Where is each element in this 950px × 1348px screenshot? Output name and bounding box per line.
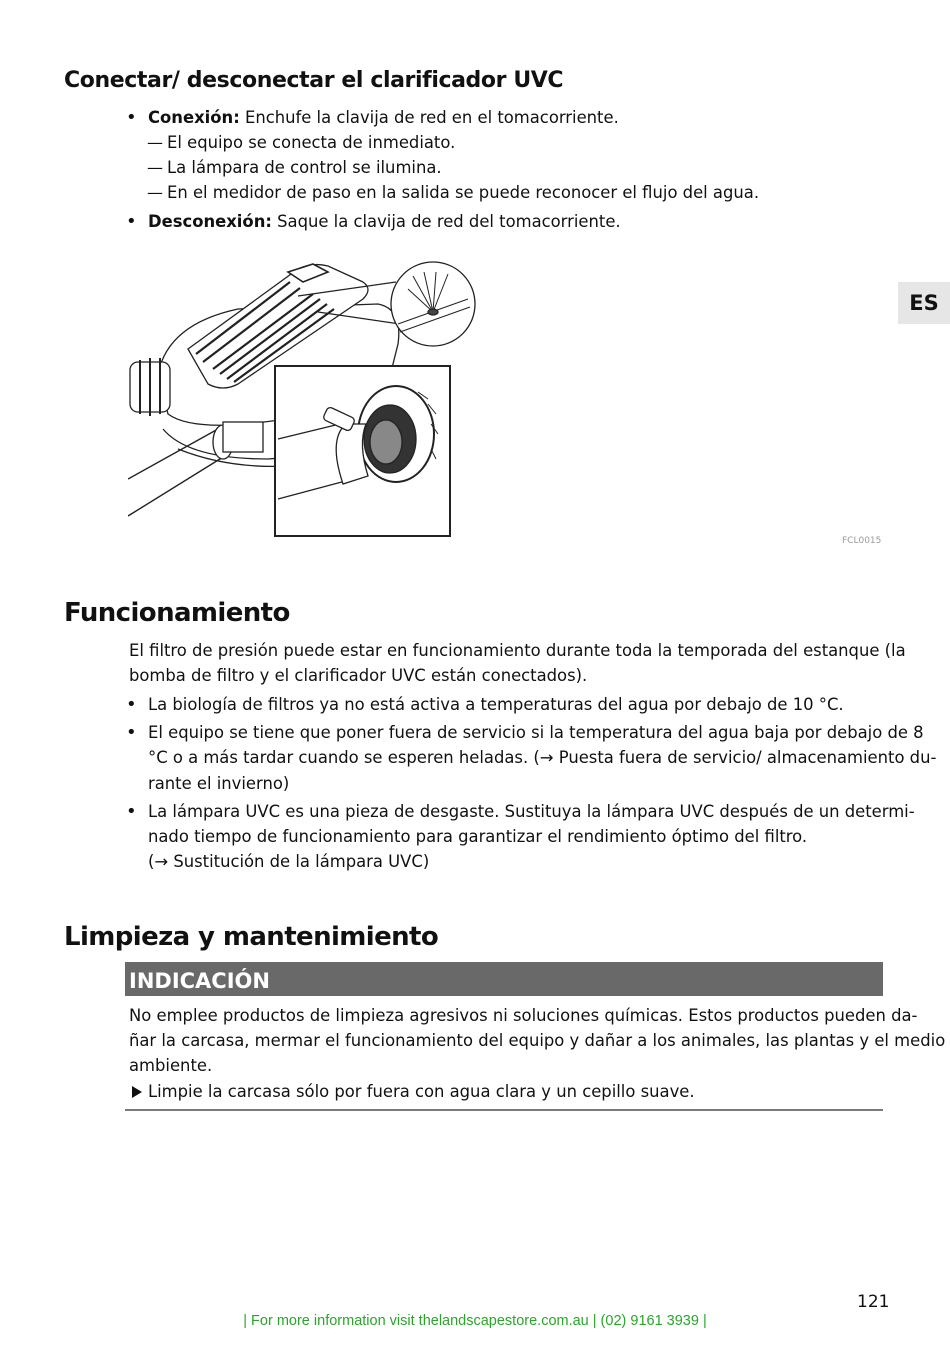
section-title-conectar: Conectar/ desconectar el clarificador UVC <box>64 68 564 93</box>
list-item-text: Enchufe la clavija de red en el tomacorriente. <box>239 108 619 127</box>
sub-item: En el medidor de paso en la salida se puede reconocer el flujo del agua. <box>167 183 760 202</box>
notice-line: ñar la carcasa, mermar el funcionamiento del equipo y dañar a los animales, las plantas y el medio <box>129 1031 946 1050</box>
bullet-line: (→ Sustitución de la lámpara UVC) <box>148 852 430 871</box>
dash-icon: — <box>147 183 163 202</box>
bullet-line: nado tiempo de funcionamiento para garantizar el rendimiento óptimo del filtro. <box>148 827 808 846</box>
section-title-funcionamiento: Funcionamiento <box>64 598 290 628</box>
device-illustration <box>128 254 478 538</box>
bullet-line: La lámpara UVC es una pieza de desgaste. Sustituya la lámpara UVC después de un determi- <box>148 802 915 821</box>
list-item-desconexion <box>148 209 621 235</box>
notice-line: ambiente. <box>129 1056 213 1075</box>
figure-code: FCL0015 <box>842 536 882 546</box>
list-item-label: Desconexión: <box>148 212 272 231</box>
bullet-line: °C o a más tardar cuando se esperen heladas. (→ Puesta fuera de servicio/ almacenamiento du- <box>148 748 937 767</box>
bullet-line: El equipo se tiene que poner fuera de servicio si la temperatura del agua baja por debajo de 8 <box>148 723 924 742</box>
divider <box>125 1109 883 1111</box>
notice-line: No emplee productos de limpieza agresivos ni soluciones químicas. Estos productos pueden da- <box>129 1006 918 1025</box>
footer-link[interactable]: | For more information visit thelandscapestore.com.au | (02) 9161 3939 | <box>243 1313 707 1329</box>
dash-icon: — <box>147 158 163 177</box>
bullet-icon: • <box>126 694 137 715</box>
bullet-line: rante el invierno) <box>148 774 290 793</box>
triangle-arrow-icon <box>131 1085 143 1099</box>
action-step: Limpie la carcasa sólo por fuera con agua clara y un cepillo suave. <box>148 1082 695 1101</box>
dash-icon: — <box>147 133 163 152</box>
notice-header <box>125 962 883 996</box>
list-item-conexion <box>148 105 619 131</box>
bullet-icon: • <box>126 211 137 232</box>
list-item-label: Conexión: <box>148 108 240 127</box>
language-tab: ES <box>898 282 950 324</box>
sub-item: El equipo se conecta de inmediato. <box>167 133 456 152</box>
intro-line: El filtro de presión puede estar en funcionamiento durante toda la temporada del estanque (la <box>129 641 906 660</box>
sub-item: La lámpara de control se ilumina. <box>167 158 442 177</box>
bullet-line: La biología de filtros ya no está activa a temperaturas del agua por debajo de 10 °C. <box>148 695 844 714</box>
page-number: 121 <box>857 1292 890 1312</box>
bullet-icon: • <box>126 801 137 822</box>
list-item-text: Saque la clavija de red del tomacorriente. <box>271 212 621 231</box>
notice-label: INDICACIÓN <box>129 969 270 993</box>
section-title-limpieza: Limpieza y mantenimiento <box>64 922 439 952</box>
intro-line: bomba de filtro y el clarificador UVC están conectados). <box>129 666 588 685</box>
bullet-icon: • <box>126 107 137 128</box>
bullet-icon: • <box>126 722 137 743</box>
